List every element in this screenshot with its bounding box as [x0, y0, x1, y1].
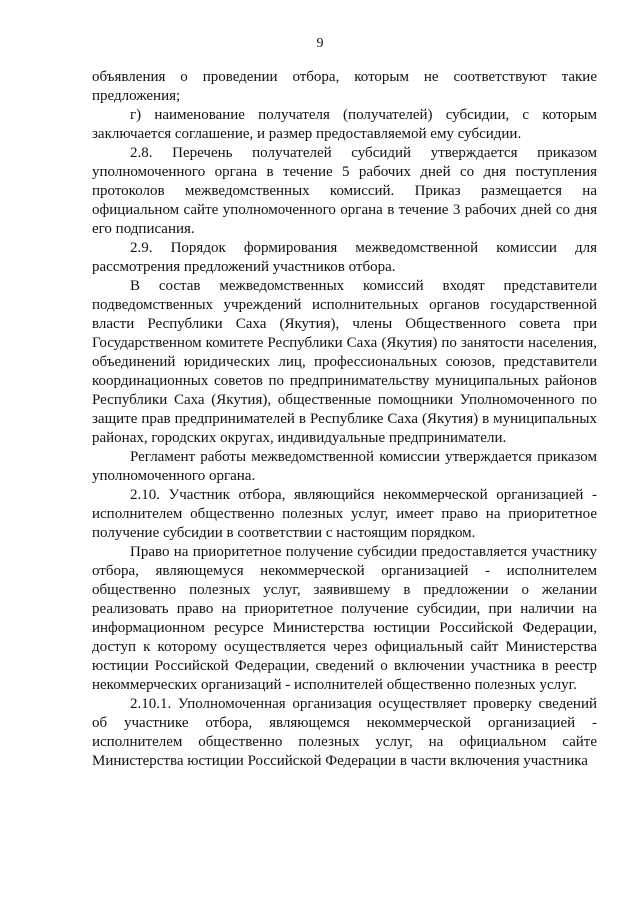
paragraph-2-10: 2.10. Участник отбора, являющийся некоммерческой организацией - исполнителем общественно полезных услуг, имеет право на приоритетное получение субсидии в соответствии с настоящим порядком.: [92, 487, 597, 541]
paragraph-2-10-1: 2.10.1. Уполномоченная организация осуществляет проверку сведений об участнике отбора, являющемся некоммерческой организацией - исполнителем общественно полезных услуг, на официальном сайте Министерства юстиции Российской Федерации в части включения участника: [92, 696, 597, 769]
paragraph-priority-right: Право на приоритетное получение субсидии предоставляется участнику отбора, являющемуся некоммерческой организацией - исполнителем общественно полезных услуг, заявившему в предложении о желании реализовать право на приоритетное получение субсидии, при наличии на информационном ресурсе Министерства юстиции Российской Федерации, доступ к которому осуществляется через официальный сайт Министерства юстиции Российской Федерации, сведений о включении участника в реестр некоммерческих организаций - исполнителей общественно полезных услуг.: [92, 544, 597, 693]
paragraph-item-g: г) наименование получателя (получателей) субсидии, с которым заключается соглашение, и размер предоставляемой ему субсидии.: [92, 107, 597, 142]
paragraph-2-9: 2.9. Порядок формирования межведомственной комиссии для рассмотрения предложений участников отбора.: [92, 240, 597, 275]
paragraph-2-8: 2.8. Перечень получателей субсидий утверждается приказом уполномоченного органа в течение 5 рабочих дней со дня поступления протоколов межведомственных комиссий. Приказ размещается на официальном сайте уполномоченного органа в течение 3 рабочих дней со дня его подписания.: [92, 145, 597, 237]
document-body: [92, 68, 597, 771]
page-number: 9: [316, 36, 324, 51]
paragraph-continuation: объявления о проведении отбора, которым не соответствуют такие предложения;: [92, 69, 597, 104]
paragraph-commission-regulation: Регламент работы межведомственной комиссии утверждается приказом уполномоченного органа.: [92, 449, 597, 484]
paragraph-commission-composition: В состав межведомственных комиссий входят представители подведомственных учреждений исполнительных органов государственной власти Республики Саха (Якутия), члены Общественного совета при Государственном комитете Республики Саха (Якутия) по занятости населения, объединений юридических лиц, профессиональных союзов, представители координационных советов по предпринимательству муниципальных районов Республики Саха (Якутия), общественные помощники Уполномоченного по защите прав предпринимателей в Республике Саха (Якутия) в муниципальных районах, городских округах, индивидуальные предприниматели.: [92, 278, 597, 446]
